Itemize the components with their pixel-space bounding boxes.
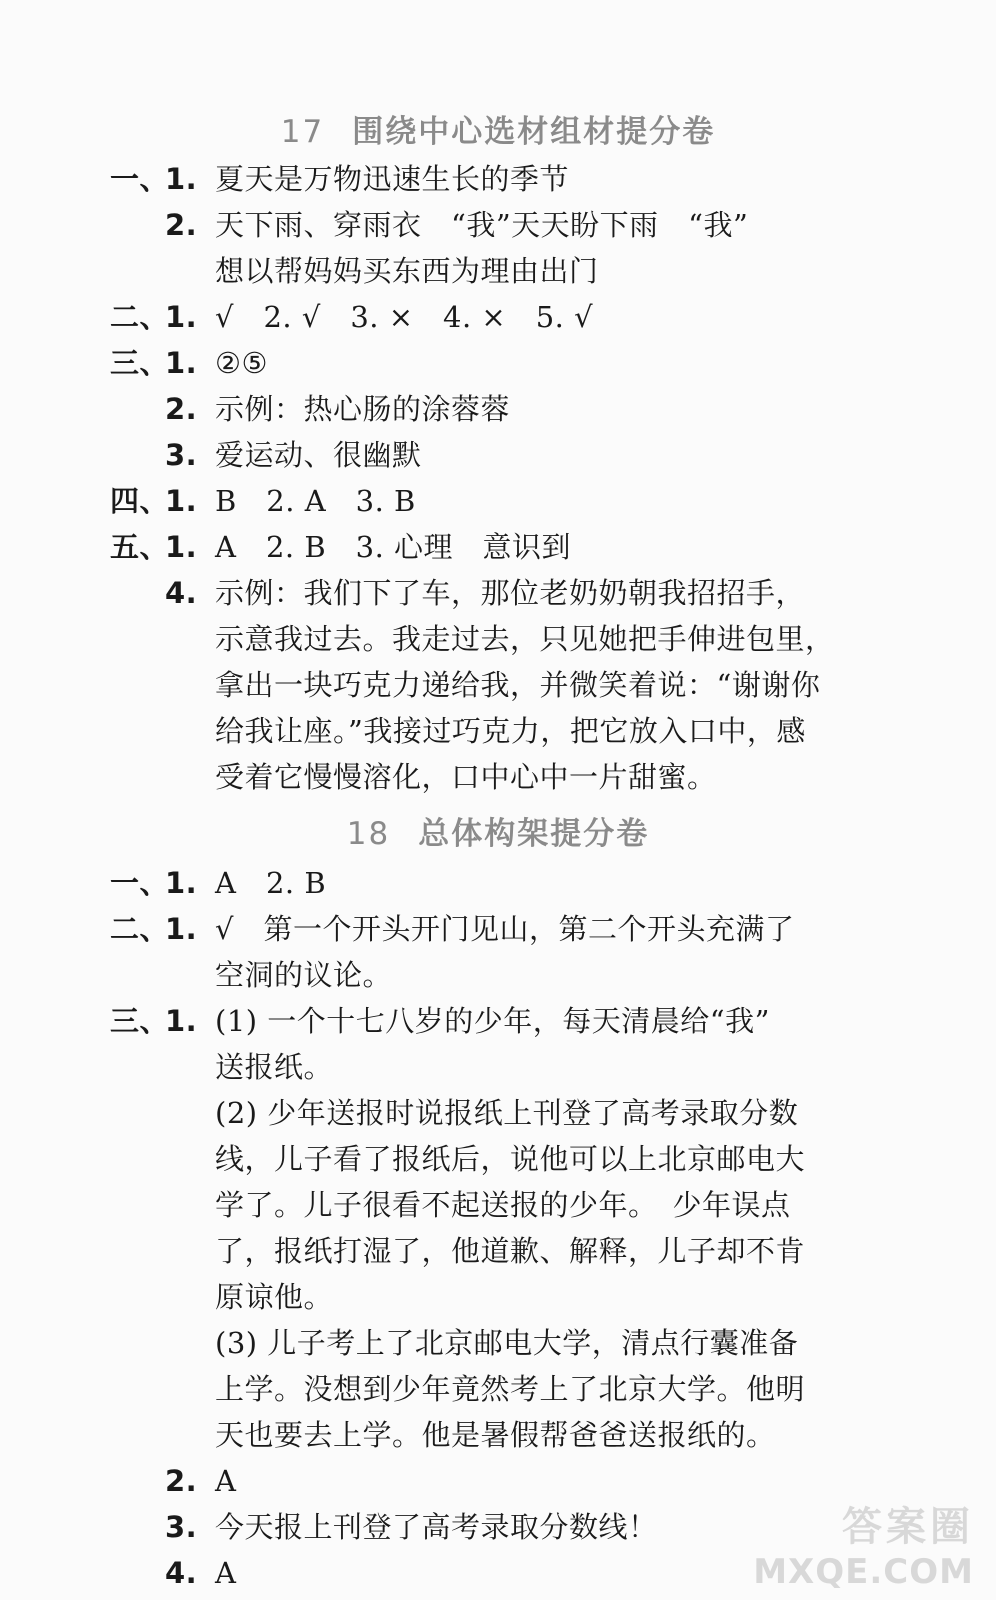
section-17-heading: 围绕中心选材组材提分卷 [352,114,716,150]
answer-text: (3) 儿子考上了北京邮电大学，清点行囊准备 [215,1326,799,1360]
answer-text: A [215,1464,237,1498]
answer-text: √ 2. √ 3. × 4. × 5. √ [215,300,594,334]
section-17-number: 17 [280,114,325,150]
section-18-number: 18 [346,816,391,852]
section-18-title [0,808,996,853]
answer-text: 今天报上刊登了高考录取分数线！ [215,1510,658,1544]
section-marker: 四、 [110,484,170,518]
section-marker: 二、 [110,912,170,946]
section-marker: 一、 [110,866,170,900]
answer-text: 示例：热心肠的涂蓉蓉 [215,392,511,426]
answer-text: A [215,1556,237,1590]
item-number: 1. [165,912,198,946]
answer-text: 想以帮妈妈买东西为理由出门 [215,254,599,288]
answer-text: A 2. B [215,866,327,900]
item-number: 1. [165,866,198,900]
answer-text: 上学。没想到少年竟然考上了北京大学。他明 [215,1372,806,1406]
answer-text: ②⑤ [215,346,268,380]
answer-text: 天也要去上学。他是暑假帮爸爸送报纸的。 [215,1418,776,1452]
answer-text: 拿出一块巧克力递给我，并微笑着说：“谢谢你 [215,668,821,702]
item-number: 1. [165,300,198,334]
answer-text: (1) 一个十七八岁的少年，每天清晨给“我” [215,1004,770,1038]
answer-text: 学了。儿子很看不起送报的少年。 少年误点 [215,1188,791,1222]
answer-text: B 2. A 3. B [215,484,416,518]
answer-text: √ 第一个开头开门见山，第二个开头充满了 [215,912,795,946]
answer-text: 空洞的议论。 [215,958,393,992]
answer-text: 夏天是万物迅速生长的季节 [215,162,570,196]
answer-text: (2) 少年送报时说报纸上刊登了高考录取分数 [215,1096,799,1130]
section-18-heading: 总体构架提分卷 [418,816,650,852]
answer-text: A 2. B 3. 心理 意识到 [215,530,572,564]
item-number: 1. [165,1004,198,1038]
answer-text: 爱运动、很幽默 [215,438,422,472]
answer-text: 线，儿子看了报纸后，说他可以上北京邮电大 [215,1142,806,1176]
item-number: 1. [165,346,198,380]
answer-text: 送报纸。 [215,1050,334,1084]
item-number: 3. [165,1510,198,1544]
answer-text: 原谅他。 [215,1280,334,1314]
item-number: 4. [165,1556,198,1590]
watermark-bottom: MXQE.COM [753,1552,974,1592]
section-marker: 一、 [110,162,170,196]
section-marker: 三、 [110,1004,170,1038]
item-number: 4. [165,576,198,610]
section-marker: 二、 [110,300,170,334]
section-marker: 三、 [110,346,170,380]
section-marker: 五、 [110,530,170,564]
watermark-logo [744,1495,974,1590]
item-number: 1. [165,484,198,518]
answer-text: 示例：我们下了车，那位老奶奶朝我招招手， [215,576,806,610]
item-number: 1. [165,162,198,196]
answer-text: 天下雨、穿雨衣 “我”天天盼下雨 “我” [215,208,749,242]
section-17-title [0,106,996,151]
item-number: 2. [165,1464,198,1498]
item-number: 2. [165,208,198,242]
watermark-top: 答案圈 [842,1504,974,1550]
answer-text: 了，报纸打湿了，他道歉、解释，儿子却不肯 [215,1234,806,1268]
item-number: 1. [165,530,198,564]
item-number: 3. [165,438,198,472]
item-number: 2. [165,392,198,426]
answer-text: 受着它慢慢溶化，口中心中一片甜蜜。 [215,760,717,794]
answer-text: 给我让座。”我接过巧克力，把它放入口中，感 [215,714,806,748]
answer-text: 示意我过去。我走过去，只见她把手伸进包里， [215,622,835,656]
